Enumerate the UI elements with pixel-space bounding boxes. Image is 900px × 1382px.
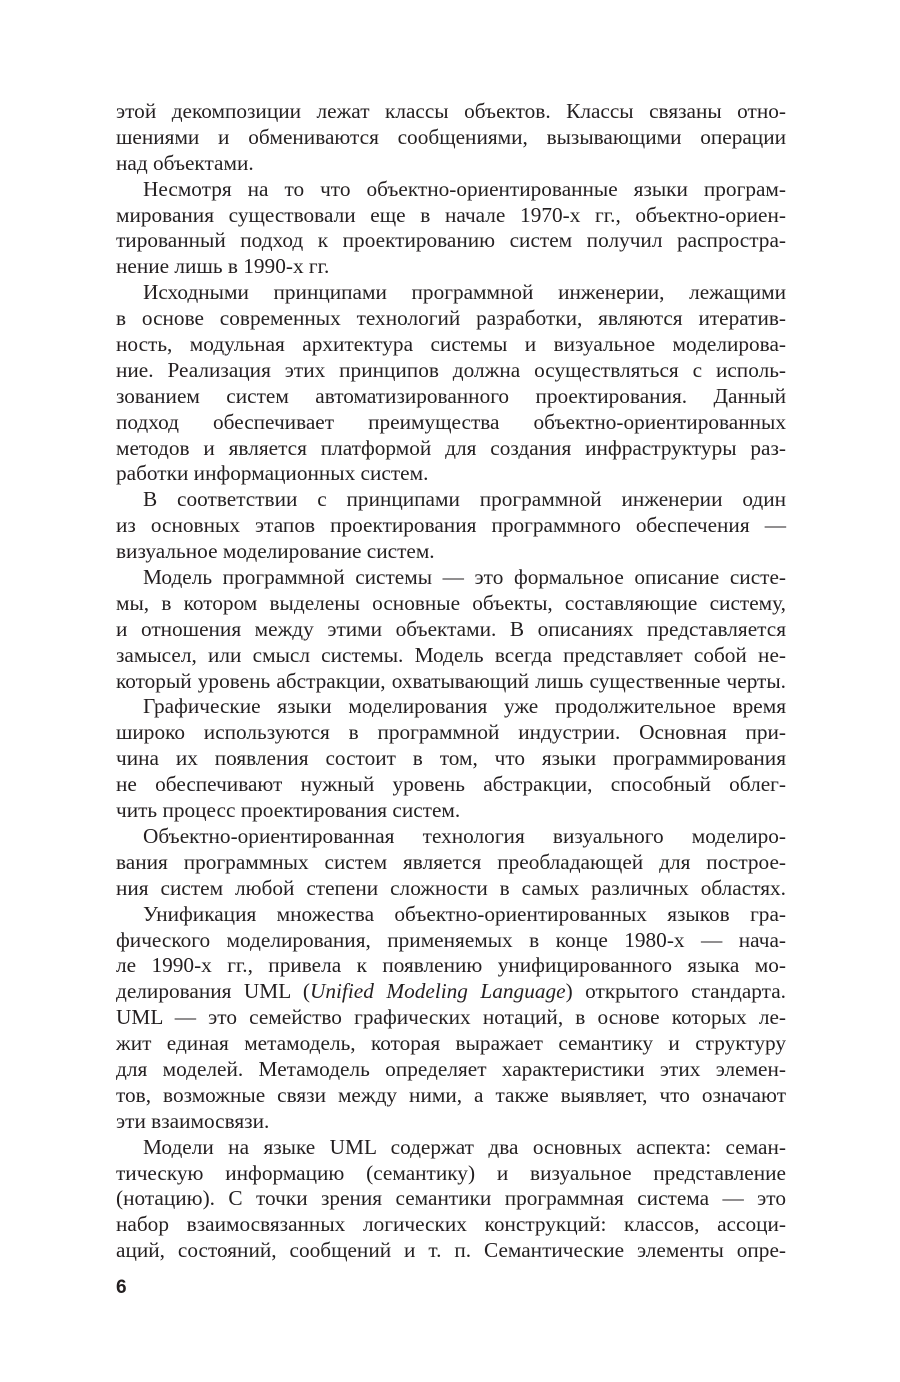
text-line: тическую информацию (семантику) и визуальное представление	[116, 1160, 786, 1185]
italic-term: Unified Modeling Language	[309, 979, 566, 1004]
text-line: замысел, или смысл системы. Модель всегда представляет собой не-	[116, 642, 786, 667]
text-line: эти взаимосвязи.	[116, 1108, 270, 1133]
text-line: набор взаимосвязанных логических конструкций: классов, ассоци-	[116, 1212, 786, 1237]
text-line: и отношения между этими объектами. В описаниях представляется	[116, 616, 786, 641]
text-line: для моделей. Метамодель определяет характеристики этих элемен-	[116, 1056, 786, 1081]
text-line: не обеспечивают нужный уровень абстракции, способный облег-	[116, 772, 786, 797]
body-text	[116, 99, 786, 1264]
text-line: методов и является платформой для создания инфраструктуры раз-	[116, 435, 786, 460]
text-line: визуальное моделирование систем.	[116, 539, 435, 564]
text-line: мы, в котором выделены основные объекты, составляющие систему,	[116, 590, 786, 615]
text-line: Унификация множества объектно-ориентированных языков гра-	[143, 901, 786, 926]
text-line: широко используются в программной индустрии. Основная при-	[116, 720, 786, 745]
text-line: аций, состояний, сообщений и т. п. Семантические элементы опре-	[116, 1238, 786, 1263]
text-line: зованием систем автоматизированного проектирования. Данный	[116, 383, 786, 408]
text-line: Модель программной системы — это формальное описание систе-	[143, 565, 786, 590]
text-line: (нотацию). С точки зрения семантики программная система — это	[116, 1186, 786, 1211]
text-line: в основе современных технологий разработки, являются итератив-	[116, 306, 786, 331]
text-line	[116, 979, 786, 1005]
text-line: ле 1990-х гг., привела к появлению унифицированного языка мо-	[116, 953, 786, 978]
text-line: Несмотря на то что объектно-ориентированные языки програм-	[143, 176, 786, 201]
text-line: ние. Реализация этих принципов должна осуществляться с исполь-	[116, 357, 786, 382]
text-line: над объектами.	[116, 150, 254, 175]
text-line: чить процесс проектирования систем.	[116, 798, 461, 823]
text-line: нение лишь в 1990-х гг.	[116, 254, 330, 279]
text-line: тов, возможные связи между ними, а также выявляет, что означают	[116, 1082, 786, 1107]
text-line: вания программных систем является преобладающей для построе-	[116, 849, 786, 874]
text-line: который уровень абстракции, охватывающий лишь существенные черты.	[116, 668, 786, 693]
text-line: Графические языки моделирования уже продолжительное время	[143, 694, 786, 719]
text-line: Исходными принципами программной инженерии, лежащими	[143, 280, 786, 305]
text-line: Модели на языке UML содержат два основных аспекта: семан-	[143, 1134, 786, 1159]
text-line: В соответствии с принципами программной инженерии один	[143, 487, 786, 512]
text-line: чина их появления состоит в том, что языки программирования	[116, 746, 786, 771]
text-line: UML — это семейство графических нотаций, в основе которых ле-	[116, 1005, 786, 1030]
text-segment: делирования UML (	[116, 979, 310, 1004]
text-line: Объектно-ориентированная технология визуального моделиро-	[143, 823, 786, 848]
text-line: шениями и обмениваются сообщениями, вызывающими операции	[116, 124, 786, 149]
text-line: этой декомпозиции лежат классы объектов. Классы связаны отно-	[116, 99, 786, 123]
text-line: фического моделирования, применяемых в конце 1980-х — нача-	[116, 927, 786, 952]
text-line: работки информационных систем.	[116, 461, 429, 486]
text-line: жит единая метамодель, которая выражает семантику и структуру	[116, 1031, 786, 1056]
text-line: ность, модульная архитектура системы и визуальное моделирова-	[116, 332, 786, 357]
text-segment: ) открытого стандарта.	[565, 979, 787, 1004]
text-line: мирования существовали еще в начале 1970-х гг., объектно-ориен-	[116, 202, 786, 227]
text-line: ния систем любой степени сложности в самых различных областях.	[116, 875, 786, 900]
page-number: 6	[116, 1277, 127, 1298]
text-line: из основных этапов проектирования программного обеспечения —	[116, 513, 786, 538]
text-line: подход обеспечивает преимущества объектно-ориентированных	[116, 409, 786, 434]
text-line: тированный подход к проектированию систем получил распростра-	[116, 228, 786, 253]
